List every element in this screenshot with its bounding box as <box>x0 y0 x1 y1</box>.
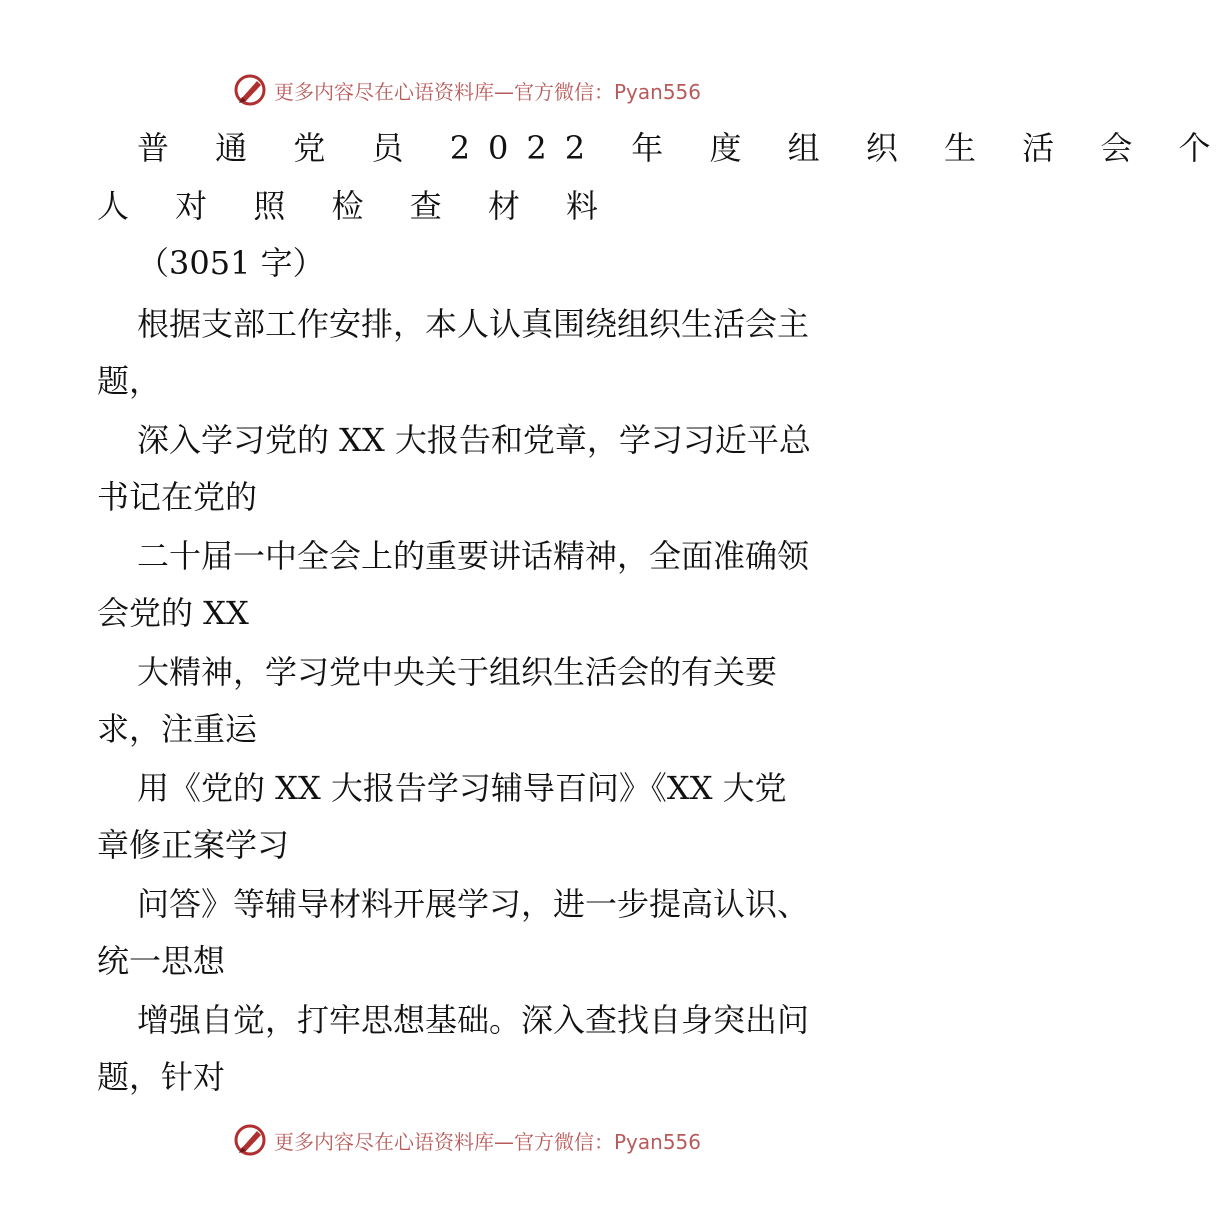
paragraph-line: 问答》等辅导材料开展学习，进一步提高认识、 <box>137 885 810 923</box>
document-title-line-1: 普 通 党 员 2022 年 度 组 织 生 活 会 个 <box>137 129 1229 167</box>
footer-watermark-text: 更多内容尽在心语资料库—官方微信：Pyan556 <box>274 1129 702 1154</box>
paragraph-line: 章修正案学习 <box>97 826 290 864</box>
paragraph-line: 会党的 XX <box>97 594 249 632</box>
paragraph-line: 用《党的 XX 大报告学习辅导百问》《XX 大党 <box>137 769 787 807</box>
paragraph-line: 统一思想 <box>97 942 226 980</box>
word-count: （3051 字） <box>137 244 325 282</box>
paragraph-line: 大精神，学习党中央关于组织生活会的有关要 <box>137 653 778 691</box>
paragraph-line: 深入学习党的 XX 大报告和党章，学习习近平总 <box>137 421 811 459</box>
paragraph-line: 题， <box>97 362 162 400</box>
document-title-line-2: 人 对 照 检 查 材 料 <box>97 187 617 225</box>
header-watermark-text: 更多内容尽在心语资料库—官方微信：Pyan556 <box>274 79 702 104</box>
paragraph-line: 增强自觉，打牢思想基础。深入查找自身突出问 <box>137 1001 810 1039</box>
pen-logo-icon <box>232 72 268 108</box>
footer-watermark <box>232 1122 752 1158</box>
header-watermark <box>232 72 752 108</box>
paragraph-line: 根据支部工作安排，本人认真围绕组织生活会主 <box>137 305 810 343</box>
paragraph-line: 求，注重运 <box>97 710 258 748</box>
paragraph-line: 二十届一中全会上的重要讲话精神，全面准确领 <box>137 537 810 575</box>
pen-logo-icon <box>232 1122 268 1158</box>
paragraph-line: 书记在党的 <box>97 478 258 516</box>
paragraph-line: 题，针对 <box>97 1058 226 1096</box>
